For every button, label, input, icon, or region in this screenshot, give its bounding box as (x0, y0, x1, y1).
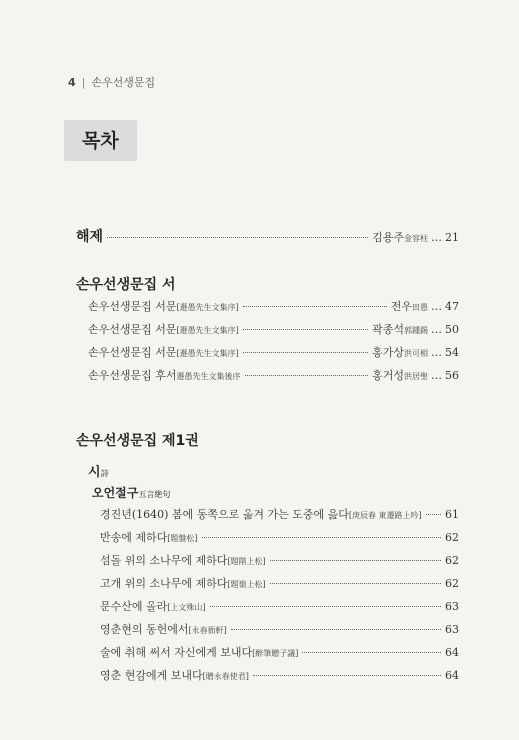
toc-entry (100, 621, 459, 637)
toc-entry-title: 경진년(1640) 봄에 동쪽으로 옮겨 가는 도중에 읊다 (100, 508, 349, 521)
toc-entry-hanja: [題盤松] (167, 534, 198, 543)
toc-entry-title: 고개 위의 소나무에 제하다 (100, 577, 228, 590)
toc-entry-title: 손우선생문집 후서 (88, 369, 177, 382)
toc-entry-hanja: [庚辰春 東遷路上吟] (348, 511, 422, 520)
dot-leader (426, 514, 441, 515)
subsubsection-hanja: 五言絶句 (138, 490, 171, 499)
dot-leader (245, 375, 369, 376)
subsection-label: 시 (88, 465, 101, 480)
toc-entry (100, 598, 459, 614)
toc-entry-hanja: [贈永春使君] (202, 672, 249, 681)
toc-entry-hanja: 遯愚先生文集後序 (176, 372, 241, 381)
toc-entry-title: 섬돌 위의 소나무에 제하다 (100, 554, 228, 567)
ellipsis: … (431, 346, 442, 359)
dot-leader (243, 329, 368, 330)
toc-entry-page: 61 (445, 508, 459, 521)
toc-entry-hanja: [遯愚先生文集序] (176, 349, 239, 358)
ellipsis: … (431, 300, 442, 313)
toc-entry (100, 667, 459, 683)
toc-entry-title: 영춘현의 동헌에서 (100, 623, 189, 636)
ellipsis: … (431, 231, 442, 244)
toc-entry-hanja: [題嶺上松] (227, 580, 266, 589)
toc-entry (100, 575, 459, 591)
section-heading: 손우선생문집 제1권 (76, 433, 199, 449)
toc-entry-haeje (76, 226, 459, 246)
page-title: 목차 (82, 130, 119, 152)
page-title-box (64, 120, 137, 161)
toc-entry-author-hanja: 郭鍾錫 (404, 326, 428, 335)
subsubsection-heading (92, 484, 170, 501)
toc-entry (88, 367, 459, 383)
toc-entry-page: 62 (445, 554, 459, 567)
toc-entry-author-hanja: 田愚 (412, 303, 428, 312)
toc-entry (88, 298, 459, 314)
toc-entry (88, 344, 459, 360)
book-title: 손우선생문집 (91, 76, 156, 89)
toc-entry (100, 529, 459, 545)
toc-entry-page: 54 (445, 346, 459, 359)
subsubsection-label: 오언절구 (92, 486, 139, 500)
toc-entry-hanja: [題階上松] (227, 557, 266, 566)
toc-entry-title: 반송에 제하다 (100, 531, 168, 544)
toc-entry-author: 홍거성 (372, 369, 404, 382)
dot-leader (253, 675, 441, 676)
dot-leader (243, 306, 387, 307)
toc-entry-page: 62 (445, 577, 459, 590)
toc-entry-title: 문수산에 올라 (100, 600, 168, 613)
header-separator: | (81, 75, 86, 89)
dot-leader (243, 352, 368, 353)
toc-entry-page: 64 (445, 669, 459, 682)
toc-entry-title: 술에 취해 써서 자신에게 보내다 (100, 646, 253, 659)
toc-entry-author: 곽종석 (372, 323, 404, 336)
dot-leader (231, 629, 441, 630)
toc-entry-title: 손우선생문집 서문 (88, 346, 177, 359)
toc-entry-author: 홍가상 (372, 346, 404, 359)
toc-entry-page: 62 (445, 531, 459, 544)
dot-leader (270, 560, 441, 561)
toc-entry-title: 손우선생문집 서문 (88, 300, 177, 313)
toc-entry-author-hanja: 洪居聖 (404, 372, 428, 381)
dot-leader (107, 237, 368, 238)
ellipsis: … (431, 369, 442, 382)
subsection-hanja: 詩 (100, 469, 109, 478)
section-heading: 손우선생문집 서 (76, 277, 176, 293)
toc-entry-hanja: [永春衙軒] (188, 626, 227, 635)
ellipsis: … (431, 323, 442, 336)
toc-entry (100, 552, 459, 568)
toc-entry-page: 21 (445, 231, 459, 244)
toc-entry-author: 김용주 (372, 231, 404, 244)
page-number: 4 (68, 75, 76, 89)
toc-entry-author-hanja: 金容柱 (404, 234, 428, 243)
toc-entry-label: 해제 (76, 229, 104, 245)
toc-entry-hanja: [遯愚先生文集序] (176, 303, 239, 312)
toc-entry-title: 영춘 현감에게 보내다 (100, 669, 203, 682)
toc-entry-page: 64 (445, 646, 459, 659)
toc-entry-hanja: [上文殊山] (167, 603, 206, 612)
toc-entry-page: 63 (445, 623, 459, 636)
toc-entry-page: 56 (445, 369, 459, 382)
dot-leader (270, 583, 441, 584)
toc-entry-page: 63 (445, 600, 459, 613)
toc-entry (100, 644, 459, 660)
toc-entry-page: 47 (445, 300, 459, 313)
toc-entry-author-hanja: 洪可相 (404, 349, 428, 358)
dot-leader (302, 652, 441, 653)
toc-entry-hanja: [遯愚先生文集序] (176, 326, 239, 335)
toc-entry (100, 506, 459, 522)
toc-entry-title: 손우선생문집 서문 (88, 323, 177, 336)
toc-entry-hanja: [醉筆贈子議] (252, 649, 299, 658)
subsection-heading (88, 461, 109, 480)
dot-leader (202, 537, 441, 538)
toc-entry-author: 전우 (390, 300, 412, 313)
toc-entry (88, 321, 459, 337)
dot-leader (210, 606, 441, 607)
running-head (68, 74, 155, 90)
toc-entry-page: 50 (445, 323, 459, 336)
